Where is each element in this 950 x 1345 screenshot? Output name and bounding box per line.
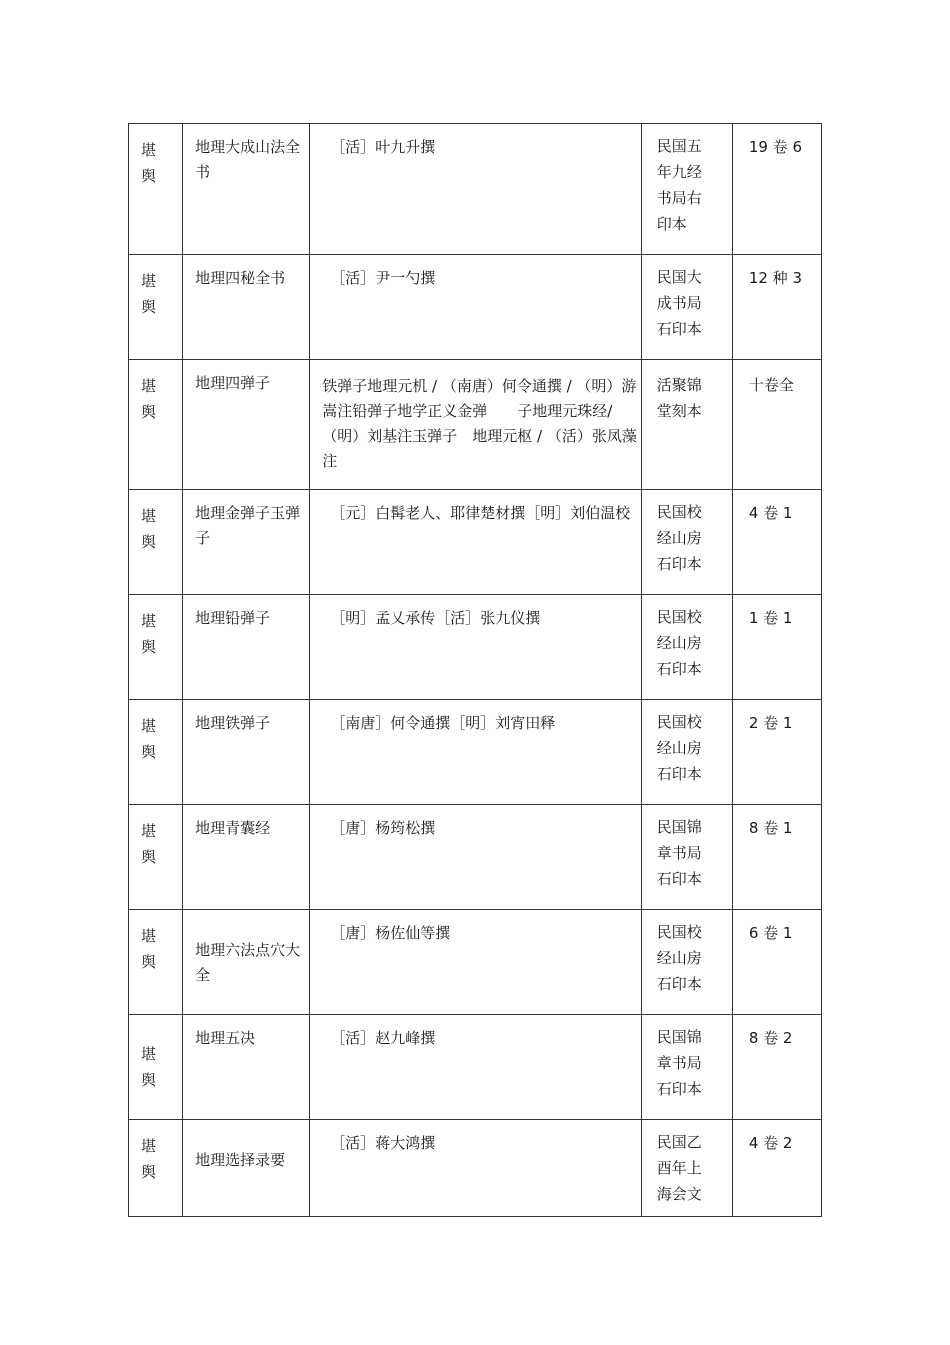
publisher-cell: 民国校经山房石印本 — [641, 700, 732, 805]
volume-cell: 19 卷 6 — [732, 124, 821, 255]
publisher-cell: 民国校经山房石印本 — [641, 595, 732, 700]
volume-cell: 1 卷 1 — [732, 595, 821, 700]
author-cell: ［活］赵九峰撰 — [310, 1015, 641, 1120]
category-cell: 堪舆 — [129, 360, 183, 490]
volume-cell: 6 卷 1 — [732, 910, 821, 1015]
table-row — [129, 910, 822, 1015]
title-cell: 地理铅弹子 — [183, 595, 310, 700]
table-row — [129, 124, 822, 255]
table-row — [129, 255, 822, 360]
table-row — [129, 1015, 822, 1120]
author-cell: ［元］白髯老人、耶律楚材撰［明］刘伯温校 — [310, 490, 641, 595]
category-cell: 堪舆 — [129, 805, 183, 910]
author-cell: ［南唐］何令通撰［明］刘宵田释 — [310, 700, 641, 805]
author-cell: ［活］叶九升撰 — [310, 124, 641, 255]
author-cell: ［唐］杨佐仙等撰 — [310, 910, 641, 1015]
category-cell: 堪舆 — [129, 910, 183, 1015]
volume-cell: 十卷全 — [732, 360, 821, 490]
author-cell: ［活］蒋大鸿撰 — [310, 1120, 641, 1217]
title-cell: 地理大成山法全书 — [183, 124, 310, 255]
category-cell: 堪舆 — [129, 255, 183, 360]
volume-cell: 8 卷 1 — [732, 805, 821, 910]
table-row — [129, 360, 822, 490]
publisher-cell: 民国大成书局石印本 — [641, 255, 732, 360]
title-cell: 地理五决 — [183, 1015, 310, 1120]
title-cell: 地理青囊经 — [183, 805, 310, 910]
volume-cell: 4 卷 1 — [732, 490, 821, 595]
volume-cell: 8 卷 2 — [732, 1015, 821, 1120]
volume-cell: 4 卷 2 — [732, 1120, 821, 1217]
title-cell: 地理金弹子玉弹子 — [183, 490, 310, 595]
table-row — [129, 1120, 822, 1217]
publisher-cell: 民国锦章书局石印本 — [641, 1015, 732, 1120]
volume-cell: 2 卷 1 — [732, 700, 821, 805]
category-cell: 堪舆 — [129, 124, 183, 255]
author-cell: 铁弹子地理元机 / （南唐）何令通撰 / （明）游嵩注铅弹子地学正义金弹 子地理元珠经/ （明）刘基注玉弹子 地理元枢 / （活）张凤藻注 — [310, 360, 641, 490]
title-cell: 地理选择录要 — [183, 1120, 310, 1217]
table-row — [129, 595, 822, 700]
table-row — [129, 805, 822, 910]
author-cell: ［明］孟乂承传［活］张九仪撰 — [310, 595, 641, 700]
category-cell: 堪舆 — [129, 595, 183, 700]
publisher-cell: 民国乙酉年上海会文 — [641, 1120, 732, 1217]
category-cell: 堪舆 — [129, 490, 183, 595]
category-cell: 堪舆 — [129, 700, 183, 805]
publisher-cell: 民国校经山房石印本 — [641, 910, 732, 1015]
volume-cell: 12 种 3 — [732, 255, 821, 360]
publisher-cell: 民国五年九经书局右印本 — [641, 124, 732, 255]
catalog-table — [128, 123, 822, 1217]
title-cell: 地理铁弹子 — [183, 700, 310, 805]
author-cell: ［唐］杨筠松撰 — [310, 805, 641, 910]
category-cell: 堪舆 — [129, 1015, 183, 1120]
table-row — [129, 490, 822, 595]
publisher-cell: 民国校经山房石印本 — [641, 490, 732, 595]
catalog-table-body — [129, 124, 822, 1217]
author-cell: ［活］尹一勺撰 — [310, 255, 641, 360]
title-cell: 地理四秘全书 — [183, 255, 310, 360]
title-cell: 地理四弹子 — [183, 360, 310, 490]
publisher-cell: 活聚锦堂刻本 — [641, 360, 732, 490]
publisher-cell: 民国锦章书局石印本 — [641, 805, 732, 910]
category-cell: 堪舆 — [129, 1120, 183, 1217]
table-row — [129, 700, 822, 805]
title-cell: 地理六法点穴大全 — [183, 910, 310, 1015]
